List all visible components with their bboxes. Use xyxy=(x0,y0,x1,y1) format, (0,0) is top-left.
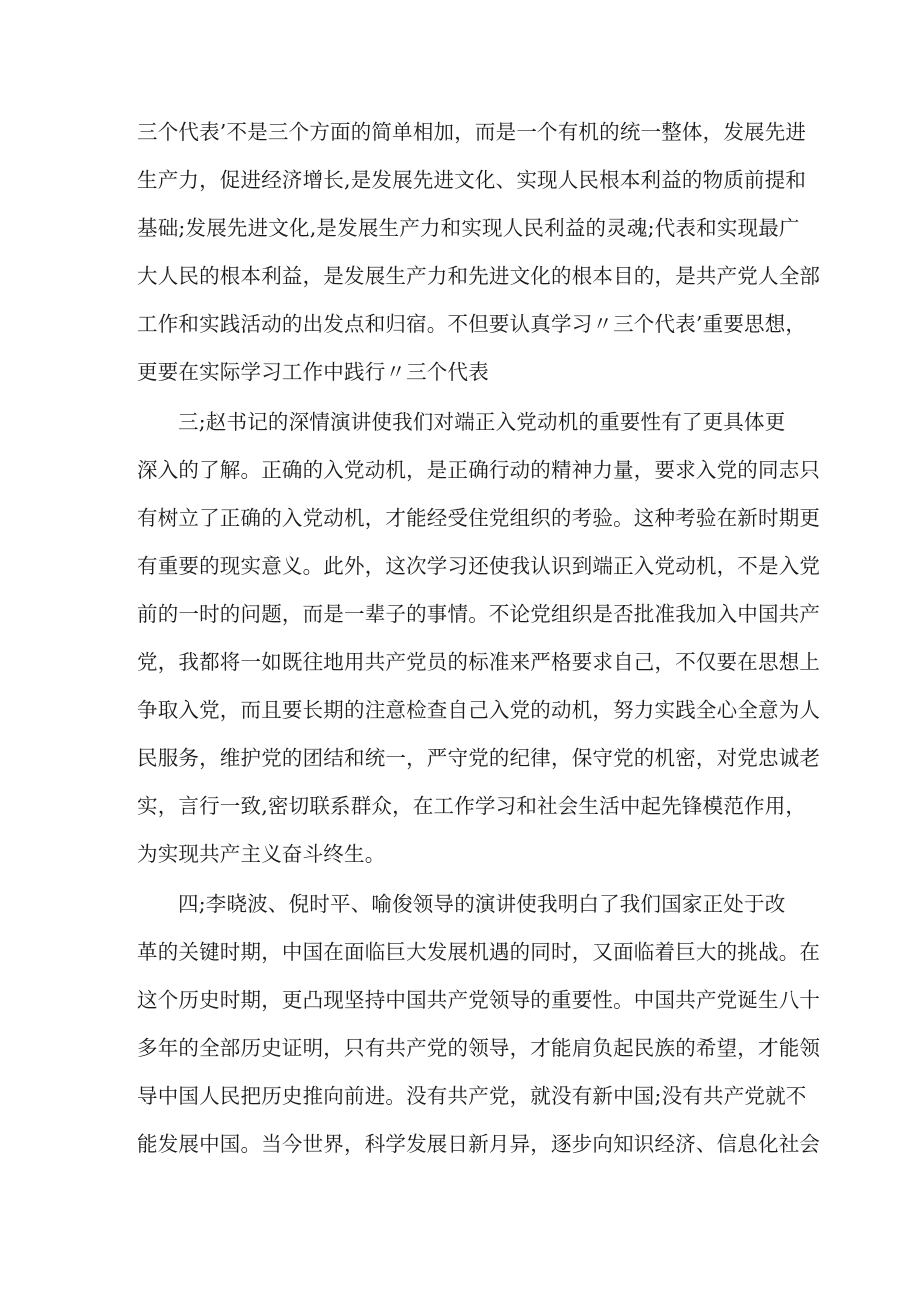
p2-line-5: 前的一时的问题，而是一辈子的事情。不论党组织是否批准我加入中国共产 xyxy=(137,602,821,626)
p2-line-4: 有重要的现实意义。此外，这次学习还使我认识到端正入党动机，不是入党 xyxy=(137,554,821,578)
p2-line-2: 深入的了解。正确的入党动机，是正确行动的精神力量，要求入党的同志只 xyxy=(137,458,821,482)
p2-line-1: 三;赵书记的深情演讲使我们对端正入党动机的重要性有了更具体更 xyxy=(178,410,786,434)
p1-line-2: 生产力，促进经济增长,是发展先进文化、实现人民根本利益的物质前提和 xyxy=(137,168,807,192)
p3-line-6: 能发展中国。当今世界，科学发展日新月异，逐步向知识经济、信息化社会 xyxy=(137,1132,821,1156)
p1-line-6: 更要在实际学习工作中践行〃三个代表 xyxy=(137,360,489,384)
p1-line-3: 基础;发展先进文化,是发展生产力和实现人民利益的灵魂;代表和实现最广 xyxy=(137,216,800,240)
p3-line-2: 革的关键时期，中国在面临巨大发展机遇的同时，又面临着巨大的挑战。在 xyxy=(137,940,821,964)
p3-line-1: 四;李晓波、倪时平、喻俊领导的演讲使我明白了我们国家正处于改 xyxy=(178,892,786,916)
p2-line-10: 为实现共产主义奋斗终生。 xyxy=(137,842,386,866)
p2-line-9: 实，言行一致,密切联系群众，在工作学习和社会生活中起先锋模范作用， xyxy=(137,794,807,818)
p3-line-3: 这个历史时期，更凸现坚持中国共产党领导的重要性。中国共产党诞生八十 xyxy=(137,988,821,1012)
p2-line-7: 争取入党，而且要长期的注意检查自己入党的动机，努力实践全心全意为人 xyxy=(137,698,821,722)
p3-line-5: 导中国人民把历史推向前进。没有共产党，就没有新中国;没有共产党就不 xyxy=(137,1084,807,1108)
p2-line-6: 党，我都将一如既往地用共产党员的标准来严格要求自己，不仅要在思想上 xyxy=(137,650,821,674)
p1-line-5: 工作和实践活动的出发点和归宿。不但要认真学习〃三个代表’重要思想， xyxy=(137,312,807,336)
p1-line-1: 三个代表’不是三个方面的简单相加，而是一个有机的统一整体，发展先进 xyxy=(137,120,807,144)
p1-line-4: 大人民的根本利益，是发展生产力和先进文化的根本目的，是共产党人全部 xyxy=(137,264,821,288)
p2-line-3: 有树立了正确的入党动机，才能经受住党组织的考验。这种考验在新时期更 xyxy=(137,506,821,530)
p2-line-8: 民服务，维护党的团结和统一，严守党的纪律，保守党的机密，对党忠诚老 xyxy=(137,746,821,770)
p3-line-4: 多年的全部历史证明，只有共产党的领导，才能肩负起民族的希望，才能领 xyxy=(137,1036,821,1060)
